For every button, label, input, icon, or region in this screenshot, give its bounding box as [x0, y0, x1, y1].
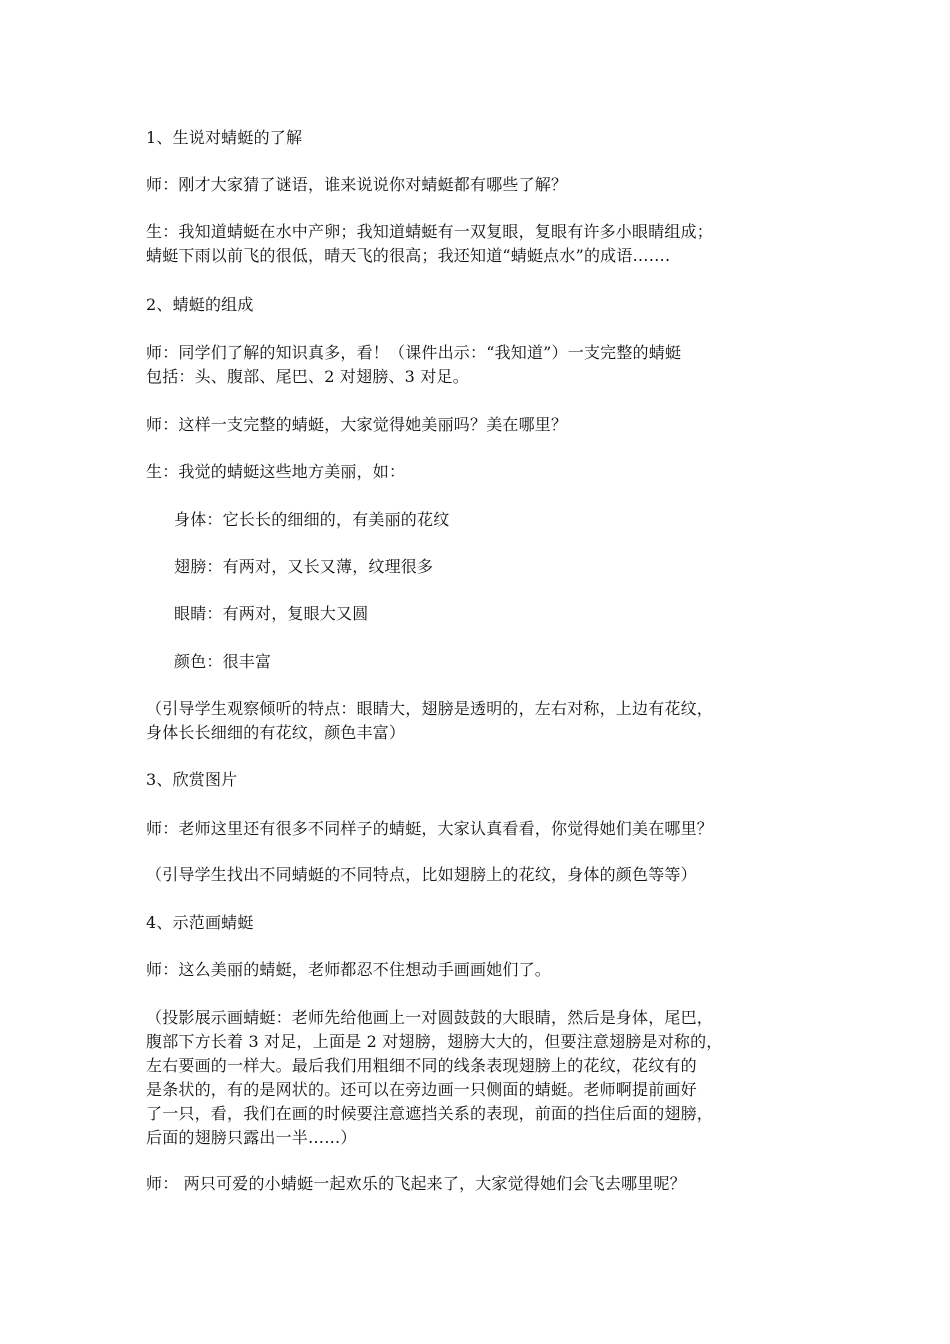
teacher-paragraph-line: 师：同学们了解的知识真多，看！（课件出示：“我知道”）一支完整的蜻蜓: [146, 343, 682, 362]
guidance-note-line: （引导学生观察倾听的特点：眼睛大，翅膀是透明的，左右对称，上边有花纹，: [146, 699, 714, 718]
list-item-color: 颜色：很丰富: [174, 652, 272, 671]
list-item-eyes: 眼睛：有两对，复眼大又圆: [174, 604, 369, 623]
teacher-question: 师：这样一支完整的蜻蜓，大家觉得她美丽吗？美在哪里？: [146, 415, 568, 434]
guidance-note: （引导学生找出不同蜻蜓的不同特点，比如翅膀上的花纹，身体的颜色等等）: [146, 865, 697, 884]
demo-note-line: 后面的翅膀只露出一半……）: [146, 1128, 357, 1147]
list-item-wings: 翅膀：有两对，又长又薄，纹理很多: [174, 557, 434, 576]
teacher-paragraph-line: 包括：头、腹部、尾巴、2 对翅膀、3 对足。: [146, 367, 469, 386]
student-answer: 生：我觉的蜻蜓这些地方美丽，如：: [146, 462, 406, 481]
demo-note-line: 了一只，看，我们在画的时候要注意遮挡关系的表现，前面的挡住后面的翅膀，: [146, 1104, 714, 1123]
section-heading-4: 4、示范画蜻蜓: [146, 913, 254, 932]
demo-note-line: （投影展示画蜻蜓：老师先给他画上一对圆鼓鼓的大眼睛，然后是身体，尾巴，: [146, 1008, 714, 1027]
teacher-question: 师：刚才大家猜了谜语，谁来说说你对蜻蜓都有哪些了解？: [146, 175, 568, 194]
teacher-statement: 师：这么美丽的蜻蜓，老师都忍不住想动手画画她们了。: [146, 960, 552, 979]
student-answer-line: 蜻蜓下雨以前飞的很低，晴天飞的很高；我还知道“蜻蜓点水”的成语…….: [146, 246, 671, 265]
list-item-body: 身体：它长长的细细的，有美丽的花纹: [174, 510, 450, 529]
section-heading-1: 1、生说对蜻蜓的了解: [146, 128, 303, 147]
section-heading-2: 2、蜻蜓的组成: [146, 295, 254, 314]
student-answer-line: 生：我知道蜻蜓在水中产卵；我知道蜻蜓有一双复眼，复眼有许多小眼睛组成；: [146, 222, 714, 241]
guidance-note-line: 身体长长细细的有花纹，颜色丰富）: [146, 723, 406, 742]
section-heading-3: 3、欣赏图片: [146, 770, 238, 789]
demo-note-line: 是条状的，有的是网状的。还可以在旁边画一只侧面的蜻蜓。老师啊提前画好: [146, 1080, 697, 1099]
teacher-question: 师：老师这里还有很多不同样子的蜻蜓，大家认真看看，你觉得她们美在哪里？: [146, 819, 714, 838]
demo-note-line: 腹部下方长着 3 对足，上面是 2 对翅膀，翅膀大大的，但要注意翅膀是对称的，: [146, 1032, 723, 1051]
demo-note-line: 左右要画的一样大。最后我们用粗细不同的线条表现翅膀上的花纹，花纹有的: [146, 1056, 697, 1075]
teacher-question: 师： 两只可爱的小蜻蜓一起欢乐的飞起来了，大家觉得她们会飞去哪里呢？: [146, 1174, 686, 1193]
